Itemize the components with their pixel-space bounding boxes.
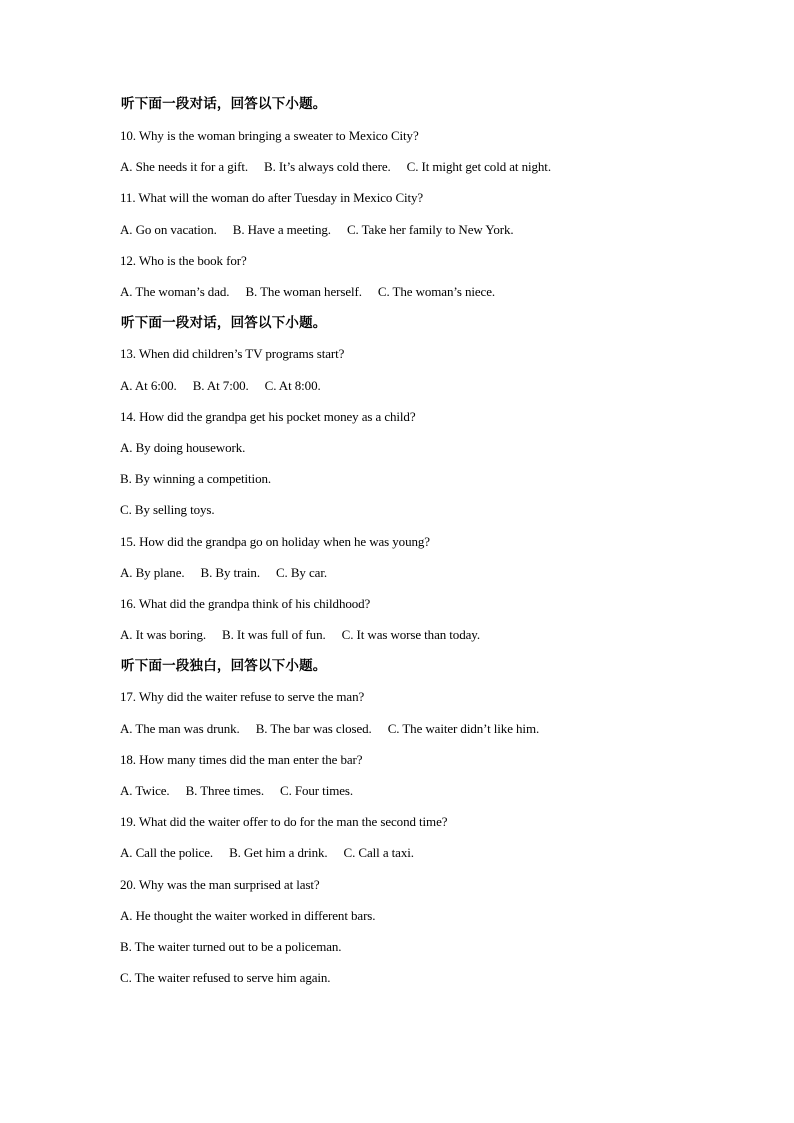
question-13-options [120, 378, 321, 394]
option-b: B. The waiter turned out to be a policeman. [120, 939, 342, 954]
question-12: 12. Who is the book for? [120, 253, 247, 268]
option-a: A. By doing housework. [120, 440, 246, 455]
option-c: C. The waiter refused to serve him again. [120, 970, 331, 985]
question-17-options [120, 721, 539, 737]
option-a: A. Go on vacation. [120, 222, 217, 237]
option-c: C. Take her family to New York. [346, 222, 514, 237]
option-a: A. At 6:00. [120, 378, 177, 393]
option-a: A. Twice. [120, 783, 170, 798]
option-b: B. Three times. [185, 783, 264, 798]
option-b: B. The woman herself. [245, 284, 362, 299]
option-b: B. The bar was closed. [255, 721, 372, 736]
question-19: 19. What did the waiter offer to do for the man the second time? [120, 814, 448, 829]
option-a: A. The man was drunk. [120, 721, 240, 736]
option-c: C. It might get cold at night. [406, 159, 551, 174]
option-c: C. It was worse than today. [341, 627, 480, 642]
question-16: 16. What did the grandpa think of his childhood? [120, 596, 371, 611]
option-c: C. By car. [275, 565, 327, 580]
option-c: C. At 8:00. [264, 378, 321, 393]
question-10: 10. Why is the woman bringing a sweater to Mexico City? [120, 128, 419, 143]
option-a: A. It was boring. [120, 627, 207, 642]
question-18-options [120, 783, 353, 799]
option-b: B. By winning a competition. [120, 471, 272, 486]
section-heading: 听下面一段对话，回答以下小题。 [121, 96, 327, 112]
question-12-options [120, 284, 495, 300]
option-b: B. At 7:00. [192, 378, 249, 393]
option-b: B. Get him a drink. [229, 845, 328, 860]
option-a: A. By plane. [120, 565, 185, 580]
question-10-options [120, 159, 551, 175]
question-11: 11. What will the woman do after Tuesday in Mexico City? [120, 190, 424, 205]
question-17: 17. Why did the waiter refuse to serve the man? [120, 689, 365, 704]
option-a: A. She needs it for a gift. [120, 159, 248, 174]
option-b: B. It’s always cold there. [264, 159, 391, 174]
question-16-options [120, 627, 480, 643]
question-19-options [120, 845, 414, 861]
option-a: A. He thought the waiter worked in different bars. [120, 908, 376, 923]
question-14: 14. How did the grandpa get his pocket money as a child? [120, 409, 416, 424]
option-a: A. The woman’s dad. [120, 284, 230, 299]
option-b: B. Have a meeting. [232, 222, 331, 237]
option-c: C. The waiter didn’t like him. [387, 721, 540, 736]
option-c: C. By selling toys. [120, 502, 215, 517]
option-b: B. It was full of fun. [222, 627, 326, 642]
question-20: 20. Why was the man surprised at last? [120, 877, 320, 892]
question-18: 18. How many times did the man enter the bar? [120, 752, 363, 767]
option-c: C. Call a taxi. [343, 845, 414, 860]
option-c: C. The woman’s niece. [377, 284, 496, 299]
question-13: 13. When did children’s TV programs start? [120, 346, 345, 361]
question-15: 15. How did the grandpa go on holiday when he was young? [120, 534, 430, 549]
option-c: C. Four times. [280, 783, 353, 798]
option-a: A. Call the police. [120, 845, 214, 860]
question-15-options [120, 565, 327, 581]
question-11-options [120, 222, 514, 238]
section-heading: 听下面一段独白，回答以下小题。 [121, 658, 327, 674]
option-b: B. By train. [200, 565, 260, 580]
section-heading: 听下面一段对话，回答以下小题。 [121, 315, 327, 331]
